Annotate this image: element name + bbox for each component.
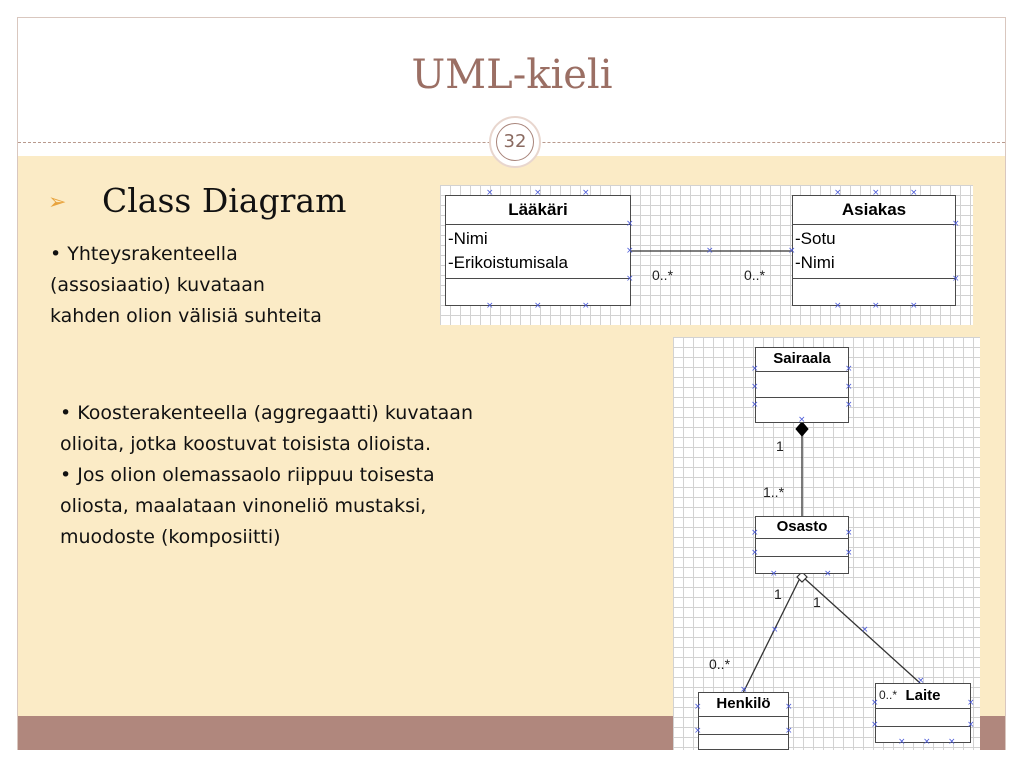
class-henkilo[interactable] xyxy=(698,692,789,750)
class-sairaala[interactable] xyxy=(755,347,849,423)
aggregation-text xyxy=(60,398,473,553)
association-diagram xyxy=(440,185,973,325)
text-line: muodoste (komposiitti) xyxy=(60,526,281,548)
class-attributes xyxy=(699,717,788,735)
selection-handle-icon: × xyxy=(770,569,778,579)
selection-handle-icon: × xyxy=(694,702,702,712)
selection-handle-icon: × xyxy=(751,364,759,374)
selection-handle-icon: × xyxy=(582,301,590,311)
slide-title: UML-kieli xyxy=(411,52,613,98)
aggregation-line xyxy=(743,578,800,693)
selection-handle-icon: × xyxy=(740,685,748,695)
text-line: • Yhteysrakenteella xyxy=(50,243,238,265)
multiplicity-label: 1..* xyxy=(763,484,785,500)
class-attribute: -Nimi xyxy=(795,253,835,272)
multiplicity-label: 1 xyxy=(776,438,784,454)
multiplicity-label: 1 xyxy=(813,594,821,610)
class-asiakas[interactable] xyxy=(792,195,956,306)
selection-handle-icon: × xyxy=(788,246,796,256)
multiplicity-label: 1 xyxy=(774,586,782,602)
selection-handle-icon: × xyxy=(910,188,918,198)
selection-handle-icon: × xyxy=(910,301,918,311)
selection-handle-icon: × xyxy=(967,698,975,708)
selection-handle-icon: × xyxy=(898,737,906,747)
class-attributes xyxy=(756,539,848,557)
selection-handle-icon: × xyxy=(785,726,793,736)
class-attributes xyxy=(876,709,970,727)
selection-handle-icon: × xyxy=(534,188,542,198)
multiplicity-label: 0..* xyxy=(709,656,731,672)
selection-handle-icon: × xyxy=(751,548,759,558)
selection-handle-icon: × xyxy=(834,188,842,198)
selection-handle-icon: × xyxy=(486,301,494,311)
class-name: Henkilö xyxy=(699,693,788,717)
composition-diagram xyxy=(673,337,980,750)
class-laakari[interactable] xyxy=(445,195,631,306)
section-heading: Class Diagram xyxy=(102,181,347,220)
selection-handle-icon: × xyxy=(952,274,960,284)
selection-handle-icon: × xyxy=(751,400,759,410)
selection-handle-icon: × xyxy=(872,301,880,311)
selection-handle-icon: × xyxy=(834,301,842,311)
class-attributes xyxy=(793,225,955,279)
multiplicity-label: 0..* xyxy=(744,267,766,283)
selection-handle-icon: × xyxy=(534,301,542,311)
selection-handle-icon: × xyxy=(871,720,879,730)
text-line: • Koosterakenteella (aggregaatti) kuvataan xyxy=(60,402,473,424)
selection-handle-icon: × xyxy=(486,188,494,198)
multiplicity-label: 0..* xyxy=(879,688,898,702)
selection-handle-icon: × xyxy=(845,382,853,392)
class-name: Osasto xyxy=(756,517,848,539)
text-line: oliosta, maalataan vinoneliö mustaksi, xyxy=(60,495,427,517)
class-attributes xyxy=(446,225,630,279)
selection-handle-icon: × xyxy=(871,698,879,708)
class-name: Lääkäri xyxy=(446,196,630,225)
class-name: Laite xyxy=(876,684,970,709)
class-attribute: -Sotu xyxy=(795,229,836,248)
association-text xyxy=(50,239,322,332)
text-line: olioita, jotka koostuvat toisista olioista. xyxy=(60,433,431,455)
page-number-badge xyxy=(489,116,541,168)
class-name: Asiakas xyxy=(793,196,955,225)
selection-handle-icon: × xyxy=(798,415,806,425)
class-attributes xyxy=(756,372,848,398)
class-osasto[interactable] xyxy=(755,516,849,574)
text-line: kahden olion välisiä suhteita xyxy=(50,305,322,327)
class-name: Sairaala xyxy=(756,348,848,372)
selection-handle-icon: × xyxy=(771,625,779,635)
page-number: 32 xyxy=(496,123,534,161)
class-attribute: -Nimi xyxy=(448,229,488,248)
selection-handle-icon: × xyxy=(967,720,975,730)
selection-handle-icon: × xyxy=(952,219,960,229)
arrow-bullet-icon: ➢ xyxy=(48,190,67,215)
selection-handle-icon: × xyxy=(694,726,702,736)
selection-handle-icon: × xyxy=(845,528,853,538)
selection-handle-icon: × xyxy=(626,219,634,229)
selection-handle-icon: × xyxy=(824,569,832,579)
text-line: • Jos olion olemassaolo riippuu toisesta xyxy=(60,464,435,486)
class-attribute: -Erikoistumisala xyxy=(448,253,568,272)
selection-handle-icon: × xyxy=(626,274,634,284)
selection-handle-icon: × xyxy=(948,737,956,747)
selection-handle-icon: × xyxy=(845,400,853,410)
multiplicity-label: 0..* xyxy=(652,267,674,283)
selection-handle-icon: × xyxy=(872,188,880,198)
selection-handle-icon: × xyxy=(582,188,590,198)
selection-handle-icon: × xyxy=(845,548,853,558)
selection-handle-icon: × xyxy=(861,625,869,635)
selection-handle-icon: × xyxy=(706,246,714,256)
text-line: (assosiaatio) kuvataan xyxy=(50,274,265,296)
selection-handle-icon: × xyxy=(785,702,793,712)
selection-handle-icon: × xyxy=(626,246,634,256)
selection-handle-icon: × xyxy=(751,382,759,392)
selection-handle-icon: × xyxy=(845,364,853,374)
selection-handle-icon: × xyxy=(751,528,759,538)
selection-handle-icon: × xyxy=(923,737,931,747)
selection-handle-icon: × xyxy=(917,676,925,686)
